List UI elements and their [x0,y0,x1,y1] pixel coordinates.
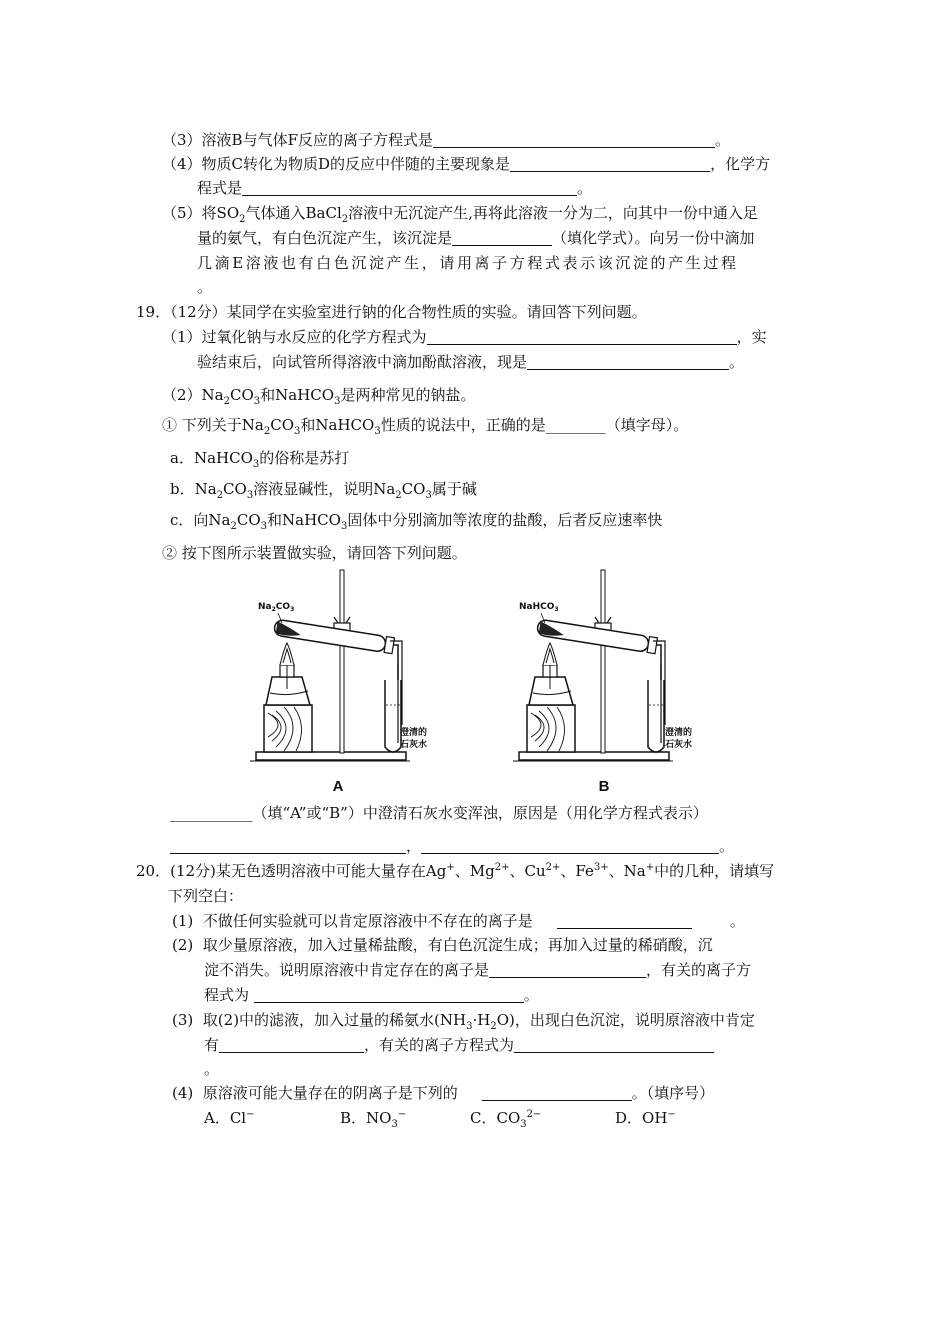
q20-options [204,1108,676,1128]
q19-option-b: b．$Na_2CO_3$溶液显碱性，说明$Na_2CO_3$属于碱 [170,480,477,501]
q18-p5-line3: 几滴E溶液也有白色沉淀产生，请用离子方程式表示该沉淀的产生过程 [197,254,739,272]
q20-p4: (4) 原溶液可能大量存在的阴离子是下列的 。（填序号） [172,1084,715,1102]
q19-sub2: ② 按下图所示装置做实验，请回答下列问题。 [162,544,467,562]
answer-blank[interactable] [489,962,646,978]
q19-heading: 19．（12分）某同学在实验室进行钠的化合物性质的实验。请回答下列问题。 [136,303,647,321]
q18-p5-line2: 量的氨气，有白色沉淀产生，该沉淀是 （填化学式）。向另一份中滴加 [197,229,755,247]
q19-p1-line2: 验结束后，向试管所得溶液中滴加酚酞溶液，现是 。 [197,353,745,371]
q20-p3-line1: (3) 取(2)中的滤液，加入过量的稀氨水$(NH_3\cdot H_2O)$，出现白色沉淀，说明原溶液中肯定 [172,1011,755,1032]
limewater-label-b1: 澄清的 [665,728,693,738]
q19-answer-line2: ， 。 [170,836,734,856]
q19-p1-line1: （1）过氧化钠与水反应的化学方程式为 ，实 [162,328,767,346]
option-b[interactable]: B．$NO_3^-$ [340,1109,407,1130]
limewater-label-a2: 石灰水 [400,740,428,750]
q18-p3: （3）溶液B与气体F反应的离子方程式是 。 [162,131,730,149]
answer-blank[interactable] [482,1085,632,1101]
answer-blank[interactable] [527,354,729,370]
q20-p3-line3: 。 [204,1060,220,1078]
q18-p4-line1: （4）物质C转化为物质D的反应中伴随的主要现象是 ，化学方 [162,155,771,173]
option-a[interactable]: A．Cl− [204,1109,255,1127]
q19-answer-line1: ___________（填“A”或“B”）中澄清石灰水变浑浊，原因是（用化学方程式表示） [170,804,708,822]
answer-blank[interactable]: ___________ [170,804,253,822]
figure-label-a: A [332,778,344,795]
q20-p2-line2: 淀不消失。说明原溶液中肯定存在的离子是 ，有关的离子方 [204,961,752,979]
q18-p5-line4: 。 [197,278,213,296]
q19-option-c: c．向$Na_2CO_3$和NaHCO$_3$固体中分别滴加等浓度的盐酸，后者反应速率快 [170,511,663,532]
answer-blank[interactable] [254,987,524,1003]
apparatus-figure-b [513,565,693,795]
q20-heading-line1: 20．(12分)某无色透明溶液中可能大量存在Ag+、$Mg^{2+}$、$Cu^{2+}$、$Fe^{3+}$、Na+中的几种，请填写 [136,862,775,880]
q20-p1: (1) 不做任何实验就可以肯定原溶液中不存在的离子是 。 [172,912,745,930]
answer-blank[interactable] [514,1037,714,1053]
answer-blank[interactable] [433,132,715,148]
answer-blank[interactable] [170,838,406,854]
option-d[interactable]: D．OH− [615,1109,676,1127]
answer-blank[interactable] [452,230,552,246]
answer-blank[interactable] [557,913,692,929]
q18-p4-line2: 程式是 。 [197,179,593,197]
q20-p2-line3: 程式为 。 [204,986,539,1004]
q20-heading-line2: 下列空白： [168,887,244,905]
q18-p5-line1: （5）将$SO_2$气体通入BaCl$_2$溶液中无沉淀产生,再将此溶液一分为二，向其中一份中通入足 [162,204,758,225]
answer-blank[interactable] [219,1037,364,1053]
answer-blank[interactable] [421,838,719,854]
reagent-label-a: $Na_2CO_3$ [258,602,295,613]
q20-p2-line1: (2) 取少量原溶液，加入过量稀盐酸，有白色沉淀生成；再加入过量的稀硝酸，沉 [172,936,713,954]
limewater-label-b2: 石灰水 [665,740,693,750]
answer-blank[interactable] [510,156,710,172]
option-c[interactable]: C．$CO_3^{2-}$ [470,1109,542,1130]
figure-label-b: B [598,778,610,795]
q19-p2: $(2)Na_2CO_3$和NaHCO$_3$是两种常见的钠盐。 [162,386,476,407]
q20-p3-line2: 有 ，有关的离子方程式为 [204,1035,714,1055]
answer-blank[interactable]: ________ [545,416,606,434]
answer-blank[interactable] [242,180,577,196]
reagent-label-b: NaHCO$_3$ [519,602,559,613]
limewater-label-a1: 澄清的 [400,728,428,738]
answer-blank[interactable] [427,329,737,345]
apparatus-figure-a [250,565,428,795]
q19-option-a: a．NaHCO$_3$的俗称是苏打 [170,449,350,470]
q19-sub1: ① 下列关于$Na_2CO_3$和NaHCO$_3$性质的说法中，正确的是________（填字母）。 [162,416,689,437]
